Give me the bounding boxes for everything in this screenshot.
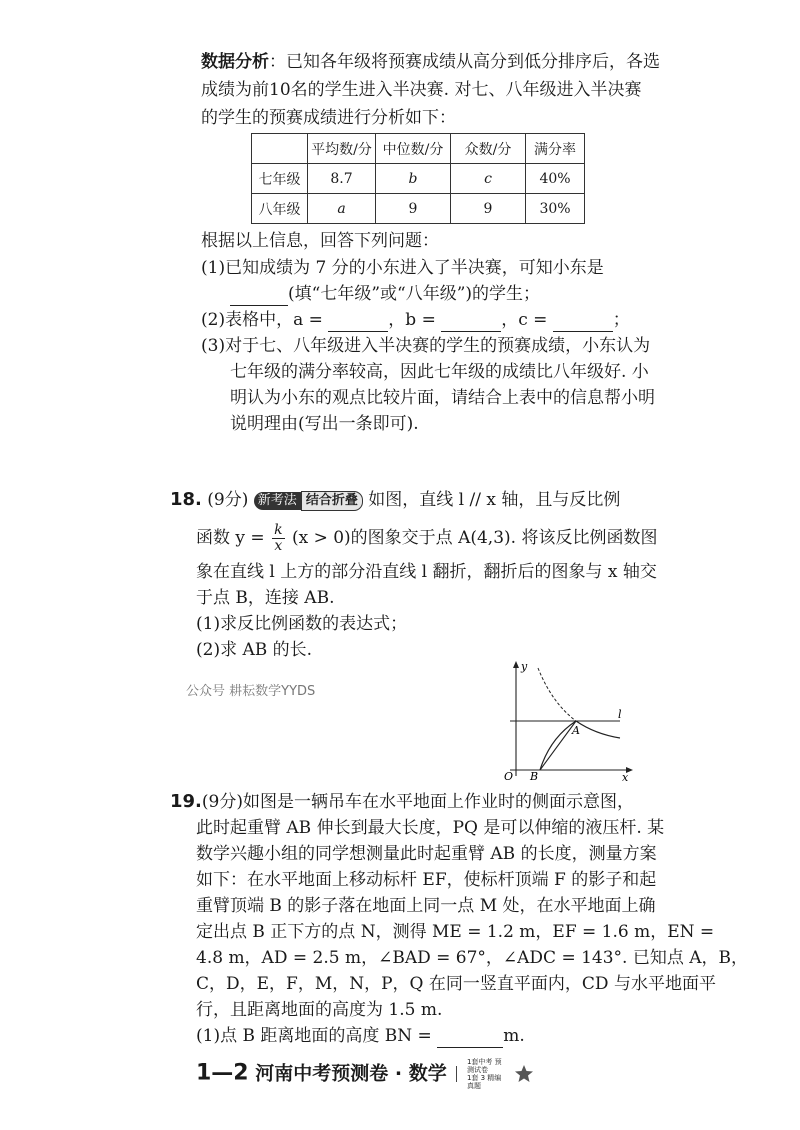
segment-ab [540,721,576,770]
intro-line-3: 的学生的预赛成绩进行分析如下： [201,108,456,128]
table-cell: a [308,194,376,224]
booklet-title: 河南中考预测卷 · 数学 [255,1062,447,1085]
q17-part3-line3: 明认为小东的观点比较片面，请结合上表中的信息帮小明 [230,388,655,408]
answer-blank-b[interactable] [441,313,501,332]
table-cell: 9 [376,194,451,224]
answer-blank[interactable] [230,287,288,306]
q17-prompt: 根据以上信息，回答下列问题： [201,231,439,251]
q19-line-2: 此时起重臂 AB 伸长到最大长度，PQ 是可以伸缩的液压杆. 某 [196,818,665,838]
publisher-logo-icon [514,1064,534,1084]
x-label: x [622,771,629,783]
q19-line-7: 4.8 m，AD = 2.5 m，∠BAD = 67°，∠ADC = 143°. 已知点 A，B， [196,948,749,968]
point-b-label: B [530,770,539,783]
q19-line-1: 19.(9分)如图是一辆吊车在水平地面上作业时的侧面示意图， [170,791,634,812]
answer-blank-c[interactable] [553,313,613,332]
q19-line-9: 行，且距离地面的高度为 1.5 m. [196,1000,443,1020]
intro-label: 数据分析 [201,52,269,72]
table-header-row [252,134,585,164]
q18-line-3: 象在直线 l 上方的部分沿直线 l 翻折，翻折后的图象与 x 轴交 [196,562,657,582]
q17-part2: (2)表格中，a = ，b = ，c = ； [201,310,630,330]
watermark: 公众号 耕耘数学YYDS [186,684,316,699]
footer-tagline: 1套中考 预测试卷 1套 3 精编真题 [466,1058,502,1090]
q19-line-3: 数学兴趣小组的同学想测量此时起重臂 AB 的长度，测量方案 [196,844,657,864]
point-a-label: A [572,724,580,737]
table-row [252,194,585,224]
answer-blank-bn[interactable] [437,1029,503,1048]
table-header-cell: 满分率 [526,134,585,164]
stats-table [251,133,585,224]
table-cell: 七年级 [252,164,308,194]
q18-graph-figure [500,658,635,783]
y-label: y [521,660,528,673]
table-cell: 八年级 [252,194,308,224]
table-header-cell: 平均数/分 [308,134,376,164]
table-cell: 8.7 [308,164,376,194]
origin-label: O [504,770,514,783]
intro-line-2: 成绩为前10名的学生进入半决赛. 对七、八年级进入半决赛 [201,80,642,100]
q18-subq-1: (1)求反比例函数的表达式； [196,614,408,634]
q18-line-2: 函数 y = $\frac{k}{x}$ (x > 0)的图象交于点 A(4,3). 将该反比例函数图 [196,522,658,554]
q17-part3-line1: (3)对于七、八年级进入半决赛的学生的预赛成绩，小东认为 [201,336,651,356]
q19-line-5: 重臂顶端 B 的影子落在地面上同一点 M 处，在水平地面上确 [196,896,656,916]
table-cell: 9 [451,194,526,224]
q19-line-6: 定出点 B 正下方的点 N，测得 ME = 1.2 m，EF = 1.6 m，EN = [196,922,715,942]
table-header-cell: 众数/分 [451,134,526,164]
table-cell: c [451,164,526,194]
q18-subq-2: (2)求 AB 的长. [196,640,313,660]
intro-line-1: 数据分析：已知各年级将预赛成绩从高分到低分排序后，各选 [201,52,660,72]
table-cell: b [376,164,451,194]
q18-line-4: 于点 B，连接 AB. [196,588,335,608]
folding-badge: 结合折叠 [301,491,363,511]
q19-line-4: 如下：在水平地面上移动标杆 EF，使标杆顶端 F 的影子和起 [196,870,657,890]
answer-blank-a[interactable] [328,313,388,332]
table-header-cell [252,134,308,164]
line-l-label: l [618,708,622,721]
question-number: 18. [170,489,202,510]
table-row [252,164,585,194]
q17-part3-line2: 七年级的满分率较高，因此七年级的成绩比八年级好. 小 [230,362,649,382]
page-footer [196,1058,534,1090]
q17-part1-line1: (1)已知成绩为 7 分的小东进入了半决赛，可知小东是 [201,258,604,278]
q19-line-8: C，D，E，F，M，N，P，Q 在同一竖直平面内，CD 与水平地面平 [196,974,716,994]
page-number: 1—2 [196,1060,249,1086]
q17-part1-line2: (填“七年级”或“八年级”)的学生； [230,282,540,306]
hyperbola-curve [576,721,620,738]
question-number: 19. [170,791,202,812]
table-cell: 40% [526,164,585,194]
y-axis-arrow [513,661,519,668]
footer-divider [456,1066,457,1082]
table-header-cell: 中位数/分 [376,134,451,164]
q18-line-1: 18. (9分) 新考法 结合折叠 如图，直线 l // x 轴，且与反比例 [170,489,621,510]
fraction-k-over-x: $\frac{k}{x}$ [274,522,283,554]
q17-part3-line4: 说明理由(写出一条即可). [230,414,419,434]
dashed-hyperbola-branch [538,668,576,721]
table-cell: 30% [526,194,585,224]
q19-subq-1: (1)点 B 距离地面的高度 BN = m. [196,1026,525,1046]
new-method-badge: 新考法 [254,492,301,510]
